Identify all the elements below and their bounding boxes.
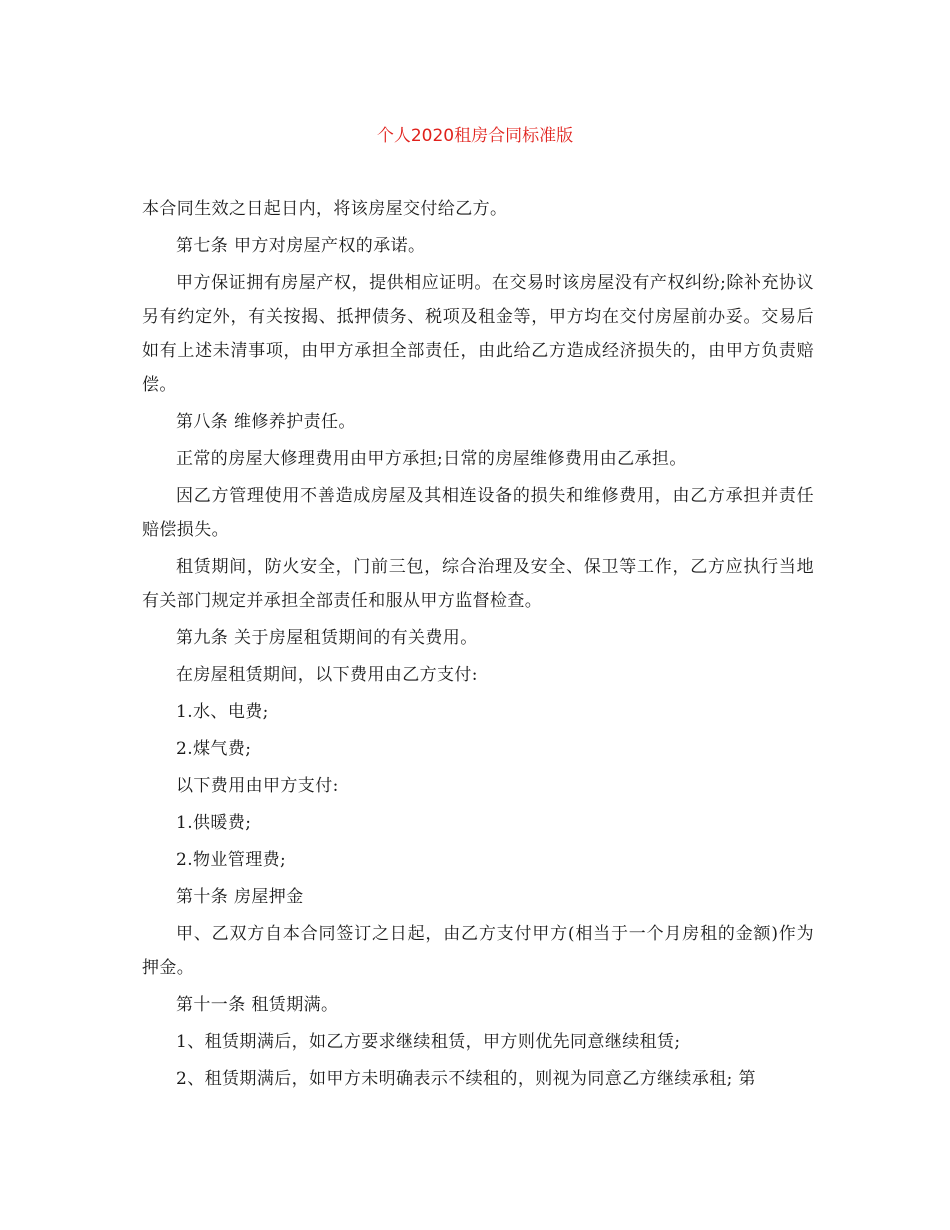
paragraph: 甲、乙双方自本合同签订之日起，由乙方支付甲方(相当于一个月房租的金额)作为押金。 — [142, 924, 814, 978]
list-item: 1.水、电费; — [176, 702, 269, 722]
paragraph: 在房屋租赁期间，以下费用由乙方支付: — [176, 665, 478, 685]
document-title: 个人2020租房合同标准版 — [376, 126, 574, 146]
paragraph: 租赁期间，防火安全，门前三包，综合治理及安全、保卫等工作，乙方应执行当地有关部门规定并承担全部责任和服从甲方监督检查。 — [142, 557, 814, 611]
clause-heading-10: 第十条 房屋押金 — [176, 887, 304, 907]
clause-heading-7: 第七条 甲方对房屋产权的承诺。 — [176, 236, 426, 256]
clause-heading-8: 第八条 维修养护责任。 — [176, 412, 356, 432]
list-item: 2.物业管理费; — [176, 850, 287, 870]
document-body — [142, 192, 814, 1099]
paragraph: 正常的房屋大修理费用由甲方承担;日常的房屋维修费用由乙承担。 — [176, 449, 687, 469]
list-item: 1.供暖费; — [176, 813, 252, 833]
list-item: 2.煤气费; — [176, 739, 252, 759]
paragraph: 以下费用由甲方支付: — [176, 776, 339, 796]
paragraph-continuation: 本合同生效之日起日内，将该房屋交付给乙方。 — [142, 199, 508, 219]
list-item: 1、租赁期满后，如乙方要求继续租赁，甲方则优先同意继续租赁; — [176, 1032, 681, 1052]
paragraph: 因乙方管理使用不善造成房屋及其相连设备的损失和维修费用，由乙方承担并责任赔偿损失。 — [142, 486, 814, 540]
clause-heading-11: 第十一条 租赁期满。 — [176, 995, 339, 1015]
list-item: 2、租赁期满后，如甲方未明确表示不续租的，则视为同意乙方继续承租; 第 — [176, 1069, 756, 1089]
paragraph: 甲方保证拥有房屋产权，提供相应证明。在交易时该房屋没有产权纠纷;除补充协议另有约定外，有关按揭、抵押债务、税项及租金等，甲方均在交付房屋前办妥。交易后如有上述未清事项，由甲方承担全部责任，由此给乙方造成经济损失的，由甲方负责赔偿。 — [142, 273, 814, 395]
clause-heading-9: 第九条 关于房屋租赁期间的有关费用。 — [176, 628, 478, 648]
